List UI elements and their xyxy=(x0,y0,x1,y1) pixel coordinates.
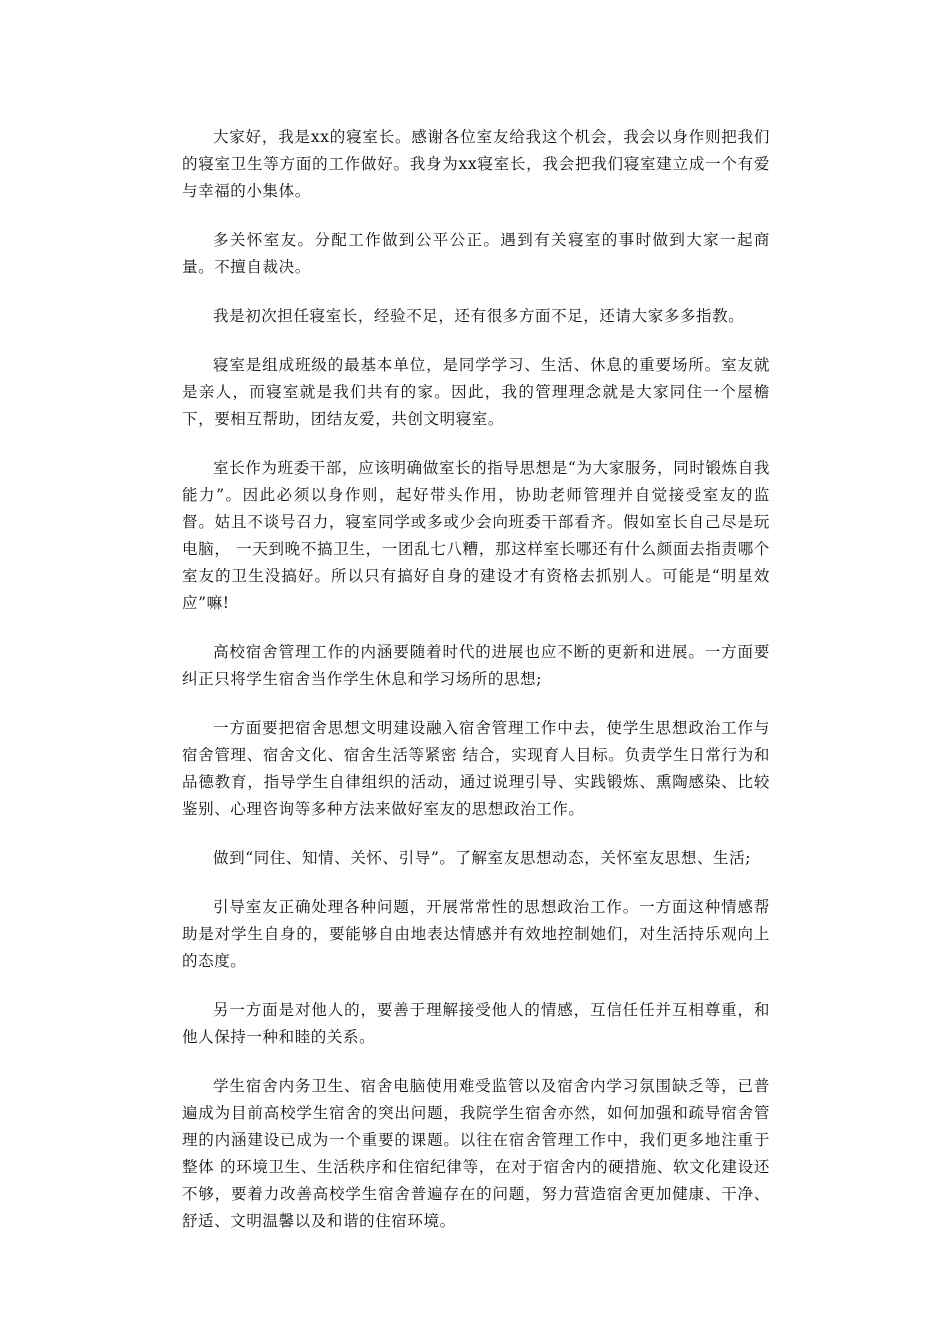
paragraph-dorm-unit: 寝室是组成班级的最基本单位，是同学学习、生活、休息的重要场所。室友就是亲人，而寝室就是我们共有的家。因此，我的管理理念就是大家同住一个屋檐下，要相互帮助，团结友爱，共创文明寝室。 xyxy=(182,356,770,428)
paragraph-others: 另一方面是对他人的，要善于理解接受他人的情感，互信任任并互相尊重，和他人保持一种和睦的关系。 xyxy=(182,1001,770,1046)
paragraph-intro: 大家好，我是xx的寝室长。感谢各位室友给我这个机会，我会以身作则把我们的寝室卫生等方面的工作做好。我身为xx寝室长，我会把我们寝室建立成一个有爱与幸福的小集体。 xyxy=(182,128,770,200)
paragraph-guidance: 引导室友正确处理各种问题，开展常常性的思想政治工作。一方面这种情感帮助是对学生自身的，要能够自由地表达情感并有效地控制她们，对生活持乐观向上的态度。 xyxy=(182,898,770,970)
paragraph-first-time: 我是初次担任寝室长，经验不足，还有很多方面不足，还请大家多多指教。 xyxy=(213,307,745,325)
paragraph-care: 多关怀室友。分配工作做到公平公正。遇到有关寝室的事时做到大家一起商量。不擅自裁决。 xyxy=(182,231,770,276)
paragraph-leader-role: 室长作为班委干部，应该明确做室长的指导思想是“为大家服务，同时锻炼自我能力”。因此必须以身作则，起好带头作用，协助老师管理并自觉接受室友的监督。姑且不谈号召力，寝室同学或多或少会向班委干部看齐。假如室长自己尽是玩电脑， 一天到晚不搞卫生，一团乱七八糟，那这样室长哪还有什么颜面去指责哪个室友的卫生没搞好。所以只有搞好自身的建设才有资格去抓别人。可能是“明星效应”嘛! xyxy=(182,459,770,612)
paragraph-problems: 学生宿舍内务卫生、宿舍电脑使用难受监管以及宿舍内学习氛围缺乏等，已普遍成为目前高校学生宿舍的突出问题，我院学生宿舍亦然，如何加强和疏导宿舍管理的内涵建设已成为一个重要的课题。以往在宿舍管理工作中，我们更多地注重于整体 的环境卫生、生活秩序和住宿纪律等，在对于宿舍内的硬措施、软文化建设还不够，要着力改善高校学生宿舍普遍存在的问题，努力营造宿舍更加健康、干净、舒适、文明温馨以及和谐的住宿环境。 xyxy=(182,1077,770,1230)
paragraph-management-connotation: 高校宿舍管理工作的内涵要随着时代的进展也应不断的更新和进展。一方面要纠正只将学生宿舍当作学生休息和学习场所的思想; xyxy=(182,643,770,688)
paragraph-four-points: 做到“同住、知情、关怀、引导”。了解室友思想动态，关怀室友思想、生活; xyxy=(213,849,752,867)
document-body xyxy=(182,124,770,1257)
paragraph-ideology: 一方面要把宿舍思想文明建设融入宿舍管理工作中去，使学生思想政治工作与宿舍管理、宿舍文化、宿舍生活等紧密 结合，实现育人目标。负责学生日常行为和品德教育，指导学生自律组织的活动，通过说理引导、实践锻炼、熏陶感染、比较鉴别、心理咨询等多种方法来做好室友的思想政治工作。 xyxy=(182,719,770,818)
